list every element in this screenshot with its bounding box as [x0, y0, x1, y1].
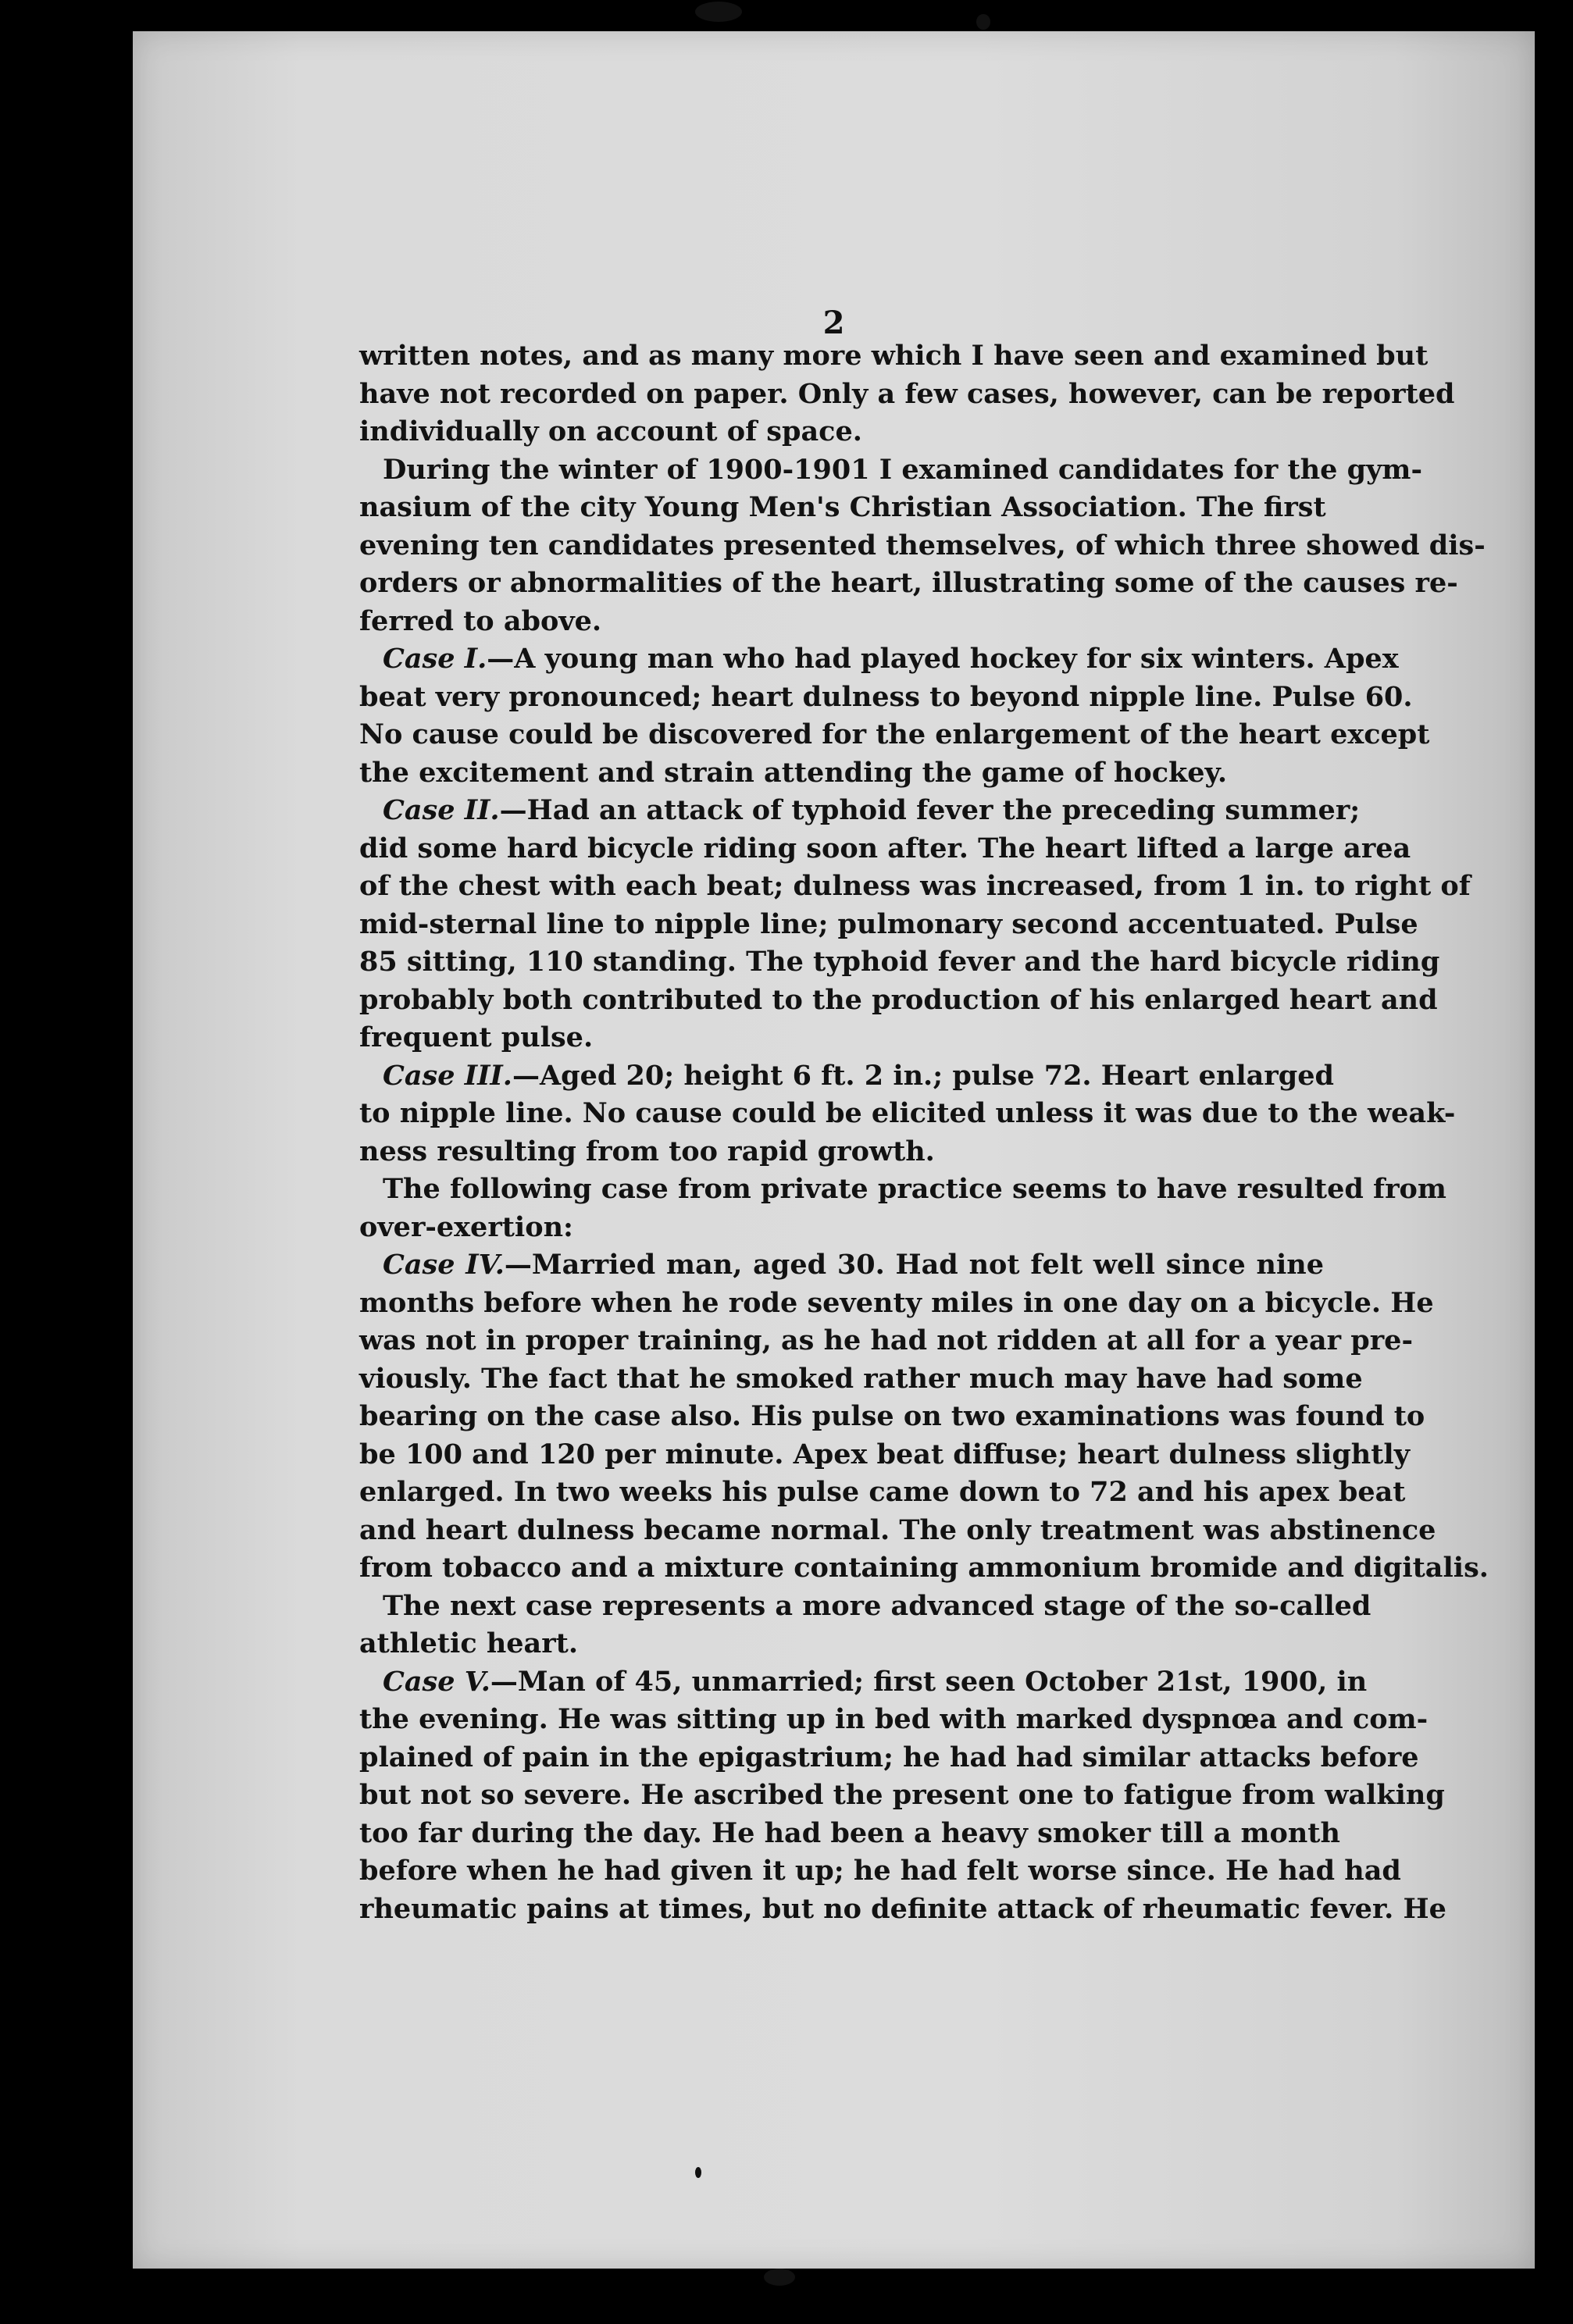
case-label: Case V.: [383, 1665, 490, 1698]
line-text: —Aged 20; height 6 ft. 2 in.; pulse 72. Heart enlarged: [512, 1059, 1334, 1092]
text-line: [359, 1891, 1446, 1929]
case-paragraph: [359, 792, 1471, 1057]
text-line: [359, 1474, 1406, 1512]
line-text: the excitement and strain attending the game of hockey.: [359, 756, 1228, 789]
text-line: [359, 982, 1438, 1020]
line-text: 85 sitting, 110 standing. The typhoid fever and the hard bicycle riding: [359, 946, 1440, 978]
text-line: [359, 1398, 1425, 1436]
line-text: —Man of 45, unmarried; first seen October 21st, 1900, in: [490, 1665, 1368, 1698]
text-line: [359, 1019, 1324, 1057]
line-text: bearing on the case also. His pulse on two examinations was found to: [359, 1400, 1425, 1432]
case-paragraph: [359, 1663, 1446, 1929]
text-line: [359, 1852, 1401, 1891]
text-line: [359, 565, 1458, 603]
line-text: The next case represents a more advanced stage of the so-called: [383, 1589, 1371, 1622]
text-line: [359, 1095, 1456, 1133]
ink-speck: [695, 2, 742, 22]
line-text: —Had an attack of typhoid fever the preceding summer;: [499, 794, 1361, 826]
line-text: rheumatic pains at times, but no definite attack of rheumatic fever. He: [359, 1892, 1446, 1925]
body-text: [359, 337, 1489, 1928]
line-text: beat very pronounced; heart dulness to beyond nipple line. Pulse 60.: [359, 680, 1413, 713]
ink-speck: [695, 2167, 701, 2178]
case-paragraph: [359, 1057, 1456, 1171]
paragraph: [359, 1588, 1371, 1663]
text-line: [359, 1777, 1445, 1815]
line-text: —A young man who had played hockey for six winters. Apex: [487, 643, 1399, 675]
text-line: [359, 1588, 1371, 1626]
line-text: have not recorded on paper. Only a few cases, however, can be reported: [359, 377, 1455, 410]
line-text: over-exertion:: [359, 1210, 573, 1243]
line-text: nasium of the city Young Men's Christian Association. The first: [359, 491, 1326, 523]
case-label: Case IV.: [383, 1249, 505, 1281]
text-line: [359, 716, 1430, 754]
line-text: and heart dulness became normal. The only treatment was abstinence: [359, 1513, 1436, 1546]
text-line: [359, 1171, 1446, 1209]
text-line: [359, 1209, 1324, 1247]
text-line: [359, 451, 1422, 490]
line-text: did some hard bicycle riding soon after. The heart lifted a large area: [359, 832, 1411, 864]
line-text: viously. The fact that he smoked rather much may have had some: [359, 1362, 1363, 1395]
line-text: months before when he rode seventy miles in one day on a bicycle. He: [359, 1286, 1434, 1319]
text-line: [359, 868, 1471, 906]
text-line: [359, 489, 1324, 527]
line-text: During the winter of 1900-1901 I examined candidates for the gym-: [383, 453, 1422, 486]
line-text: written notes, and as many more which I have seen and examined but: [359, 340, 1429, 372]
case-label: Case II.: [383, 794, 500, 826]
text-line: [359, 1057, 1334, 1096]
text-line: [359, 603, 1324, 641]
line-text: of the chest with each beat; dulness was increased, from 1 in. to right of: [359, 870, 1471, 902]
line-text: —Married man, aged 30. Had not felt well since nine: [504, 1249, 1324, 1281]
line-text: but not so severe. He ascribed the present one to fatigue from walking: [359, 1779, 1445, 1811]
line-text: frequent pulse.: [359, 1021, 594, 1053]
text-line: [359, 527, 1486, 565]
ink-speck: [976, 14, 990, 30]
text-line: [359, 1285, 1434, 1323]
text-line: [359, 906, 1418, 944]
line-text: was not in proper training, as he had not ridden at all for a year pre-: [359, 1324, 1413, 1356]
line-text: enlarged. In two weeks his pulse came down to 72 and his apex beat: [359, 1476, 1406, 1508]
text-line: [359, 1549, 1489, 1588]
text-line: [359, 376, 1455, 414]
text-line: [359, 337, 1429, 376]
paragraph: [359, 451, 1486, 641]
line-text: be 100 and 120 per minute. Apex beat diffuse; heart dulness slightly: [359, 1438, 1411, 1470]
text-line: [359, 1133, 1324, 1171]
text-line: [359, 830, 1411, 868]
line-text: from tobacco and a mixture containing ammonium bromide and digitalis.: [359, 1552, 1489, 1584]
line-text: evening ten candidates presented themselves, of which three showed dis-: [359, 529, 1486, 561]
text-line: [359, 679, 1413, 717]
text-line: [359, 1360, 1363, 1399]
line-text: plained of pain in the epigastrium; he had had similar attacks before: [359, 1741, 1419, 1773]
line-text: ness resulting from too rapid growth.: [359, 1135, 935, 1167]
text-line: [359, 943, 1440, 982]
text-line: [359, 1739, 1419, 1777]
text-line: [359, 1815, 1340, 1853]
line-text: probably both contributed to the production of his enlarged heart and: [359, 983, 1438, 1016]
text-line: [359, 1322, 1413, 1360]
line-text: orders or abnormalities of the heart, illustrating some of the causes re-: [359, 567, 1458, 599]
line-text: too far during the day. He had been a heavy smoker till a month: [359, 1816, 1340, 1849]
text-line: [359, 792, 1361, 830]
case-label: Case III.: [383, 1059, 512, 1092]
text-line: [359, 1246, 1324, 1285]
text-line: [359, 1625, 1324, 1663]
case-paragraph: [359, 640, 1430, 792]
text-line: [359, 1512, 1436, 1550]
line-text: mid-sternal line to nipple line; pulmonary second accentuated. Pulse: [359, 907, 1418, 940]
text-line: [359, 1701, 1429, 1739]
line-text: ferred to above.: [359, 604, 602, 637]
line-text: to nipple line. No cause could be elicited unless it was due to the weak-: [359, 1097, 1456, 1129]
line-text: the evening. He was sitting up in bed with marked dyspnœa and com-: [359, 1703, 1429, 1735]
case-paragraph: [359, 1246, 1489, 1588]
ink-speck: [764, 2269, 795, 2286]
line-text: No cause could be discovered for the enlargement of the heart except: [359, 718, 1430, 750]
page-number: 2: [822, 305, 845, 341]
paragraph: [359, 1171, 1446, 1246]
line-text: athletic heart.: [359, 1627, 578, 1659]
line-text: before when he had given it up; he had felt worse since. He had had: [359, 1855, 1401, 1887]
text-line: [359, 640, 1399, 679]
line-text: The following case from private practice seems to have resulted from: [383, 1173, 1446, 1205]
case-label: Case I.: [383, 643, 487, 675]
line-text: individually on account of space.: [359, 415, 862, 447]
text-line: [359, 413, 1324, 451]
paragraph: [359, 337, 1455, 451]
text-line: [359, 1436, 1411, 1474]
text-line: [359, 1663, 1368, 1702]
text-line: [359, 754, 1324, 793]
